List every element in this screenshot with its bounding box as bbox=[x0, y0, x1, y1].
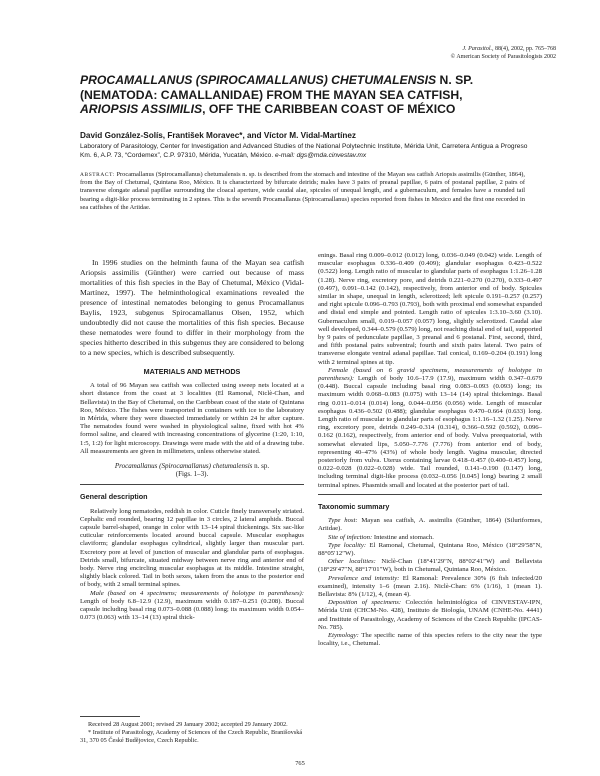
male-label: Male (based on 4 specimens; measurements of holotype in parentheses): bbox=[90, 589, 304, 597]
author-email: e-mail: dgs@mda.cinvestav.mx bbox=[274, 152, 367, 159]
left-column bbox=[80, 258, 304, 622]
species-name: Procamallanus (Spirocamallanus) chetumalensis bbox=[114, 462, 253, 471]
taxonomy-entry bbox=[318, 558, 542, 574]
taxonomy-heading: Taxonomic summary bbox=[318, 501, 390, 511]
male-text-part1: Length of body 6.8–12.9 (12.9), maximum width 0.187–0.251 (0.208). Buccal capsule including basal ring 0.073–0.088 (0.088) long; its maximum width 0.054–0.073 (0.063) with 13–14 (13) spiral thick- bbox=[80, 597, 304, 622]
female-label: Female (based on 6 gravid specimens, measurements of holotype in parentheses): bbox=[318, 366, 542, 383]
taxonomy-entry-label: Site of infection: bbox=[328, 533, 373, 541]
right-column bbox=[318, 252, 542, 648]
page-number: 765 bbox=[295, 760, 305, 767]
journal-copyright: © American Society of Parasitologists 2002 bbox=[450, 53, 556, 60]
title-species: PROCAMALLANUS (SPIROCAMALLANUS) CHETUMALENSIS bbox=[80, 73, 437, 87]
species-heading bbox=[80, 462, 304, 478]
received-note: Received 28 August 2001; revised 29 January 2002; accepted 29 January 2002. bbox=[88, 721, 288, 728]
abstract bbox=[80, 171, 525, 212]
female-paragraph bbox=[318, 367, 542, 490]
taxonomy-entry-label: Type locality: bbox=[328, 541, 367, 549]
section-rule bbox=[80, 484, 304, 485]
title-family: N. SP. (NEMATODA: CAMALLANIDAE) FROM THE MAYAN SEA CATFISH, bbox=[80, 73, 474, 102]
methods-heading: MATERIALS AND METHODS bbox=[143, 367, 241, 376]
taxonomy-entry-label: Prevalence and intensity: bbox=[328, 574, 400, 582]
general-heading: General description bbox=[80, 492, 148, 502]
taxonomy-entry bbox=[318, 517, 542, 533]
affiliation bbox=[80, 142, 540, 160]
taxonomy-entry bbox=[318, 575, 542, 600]
taxonomy-entry-text: El Ramonal, Chetumal, Quintana Roo, México (18°29′58″N, 88°05′12″W). bbox=[318, 541, 542, 557]
species-suffix: n. sp. bbox=[252, 462, 270, 471]
taxonomy-entry-text: The specific name of this species refers to the city near the type locality, i.e., Chetumal. bbox=[318, 631, 542, 648]
taxonomy-entry-label: Type host: bbox=[328, 517, 358, 525]
institute-note: * Institute of Parasitology, Academy of Sciences of the Czech Republic, Branišovská 31, 370 05 České Budějovice, Czech Republic. bbox=[80, 728, 303, 744]
taxonomy-entry-label: Other localities: bbox=[328, 558, 376, 566]
general-paragraph: Relatively long nematodes, reddish in color. Cuticle finely transversely striated. Cephalic end rounded, bearing 12 papillae in 3 circles, 2 lateral amphids. Buccal capsule barrel-shaped, orange in color with 13–14 spiral thickenings. Six sac-like cuticular reinforcements located around buccal capsule. Muscular esophagus claviform; glandular esophagus cylindrical, slightly larger than muscular part. Excretory pore at level of junction of muscular and glandular parts of esophagus. Deirids small, bifurcate, situated midway between nerve ring and anterior end of body. Nerve ring encircling muscular esophagus at its middle. Intestine straight, slightly black colored. Tail in both sexes, taken from the anus to the posterior end of body, with 2 small terminal spines. bbox=[80, 507, 304, 589]
male-paragraph bbox=[80, 590, 304, 623]
species-figs: (Figs. 1–3). bbox=[175, 470, 209, 479]
taxonomy-entry bbox=[318, 599, 542, 632]
taxonomy-list bbox=[318, 517, 542, 648]
footnote-rule bbox=[80, 716, 140, 717]
taxonomy-entry-label: Etymology: bbox=[328, 631, 359, 639]
taxonomy-entry-text: Colección helmintológica of CINVESTAV-IPN, Mérida Unit (CHCM-No. 428), Instituto de Biología, UNAM (CNHE-No. 4441) and Institute of Parasitology, Academy of Sciences of the Czech Republic (IPCAS-No. 785). bbox=[318, 599, 542, 631]
taxonomy-entry-text: Mayan sea catfish, A. assimilis (Günther, 1864) (Siluriformes, Ariidae). bbox=[318, 517, 542, 533]
taxonomy-entry bbox=[318, 542, 542, 558]
female-text: Length of body 10.6–17.9 (17.9), maximum width 0.347–0.679 (0.448). Buccal capsule including basal ring 0.083–0.093 (0.093) long; its maximum width 0.068–0.083 (0.075) with 13–14 (14) spiral thickenings. Basal ring 0.011–0.014 (0.014) long, 0.044–0.056 (0.056) wide. Length of muscular esophagus 0.436–0.502 (0.488); glandular esophagus 0.470–0.664 (0.633) long. Length ratio of muscular to glandular parts of esophagus 1:1.16–1.32 (1.25). Nerve ring, excretory pore, deirids 0.249–0.314 (0.314), 0.366–0.592 (0.592), 0.096–0.162 (0.162), respectively, from anterior end of body. Vulva preequatorial, with somewhat elevated lips, 5.050–7.776 (7.776) from anterior end of body, representing 40–47% (43%) of whole body length. Vagina muscular, directed posteriorly from vulva. Uterus containing larvae 0.418–0.457 (0.400–0.457) long, 0.022–0.028 (0.022–0.028) wide. Tail rounded, 0.141–0.190 (0.147) long, including terminal digit-like process (0.032–0.056 [0.045] long) bearing 2 small terminal spines. Phasmids small and located at the posterior part of tail. bbox=[318, 375, 542, 489]
intro-paragraph: In 1996 studies on the helminth fauna of the Mayan sea catfish Ariopsis assimilis (Günther) were carried out because of mass mortalities of this fish species in the Bay of Chetumal, México (Vidal-Martínez, 1997). The helminthological examinations revealed the presence of intestinal nematodes belonging to genus Procamallanus Baylis, 1923, subgenus Spirocamallanus Olsen, 1952, which undoubtedly did not cause the mortalities of this fish species. Because these nematodes were found to differ in their morphology from the species hitherto described in this subgenus they are considered to belong to a new species, which is described subsequently. bbox=[80, 258, 304, 357]
taxonomy-entry-text: El Ramonal: Prevalence 30% (6 fish infected/20 examined), intensity 1–6 (mean 2.16). Niclè-Chan: 6% (1/16), 1 (mean 1). Bellavista: 8% (1/12), 4, (mean 4). bbox=[318, 574, 542, 598]
authors: David González-Solís, František Moravec*, and Víctor M. Vidal-Martínez bbox=[80, 131, 357, 140]
methods-paragraph: A total of 96 Mayan sea catfish was collected using sweep nets located at a short distance from the coast at 3 localities (El Ramonal, Niclè-Chan, and Bellavista) in the Bay of Chetumal, on the Caribbean coast of the state of Quintana Roo, México. The fishes were transported in containers with ice to the laboratory in Mérida, where they were dissected immediately or within 24 hr after capture. The nematodes found were washed in physiological saline, fixed with hot 4% formol saline, and cleared with increasing concentrations of glycerine (1:20, 1:10, 1:5, 1:2) for light microscopy. Drawings were made with the aid of a drawing tube. All measurements are given in millimeters, unless otherwise stated. bbox=[80, 382, 304, 455]
footnotes bbox=[80, 716, 304, 744]
journal-header bbox=[296, 46, 556, 61]
taxonomy-entry-text: Intestine and stomach. bbox=[372, 533, 434, 541]
taxonomy-entry bbox=[318, 534, 542, 542]
journal-volume: , 88(4), 2002, pp. 765–768 bbox=[492, 46, 556, 52]
abstract-label: ABSTRACT: bbox=[80, 172, 115, 178]
abstract-text: Procamallanus (Spirocamallanus) chetumalensis n. sp. is described from the stomach and intestine of the Mayan sea catfish Ariopsis assimilis (Günther, 1864), from the Bay of Chetumal, Quintana Roo, México. It is characterized by bifurcate deirids; males have 3 pairs of preanal papillae, 6 pairs of postanal papillae, 2 pairs of transverse elongate adanal papillae surrounding the cloacal aperture, wide caudal alae, spicules of unequal length, and a gubernaculum, and females have a rounded tail bearing a digit-like process terminating in 2 spines. This is the seventh Procamallanus (Spirocamallanus) species reported from fishes in Mexico and the first one recorded in sea catfishes of the Ariidae. bbox=[80, 171, 525, 211]
affiliation-text: Laboratory of Parasitology, Center for Investigation and Advanced Studies of the National Polytechnic Institute, Mérida Unit, Carretera Antigua a Progreso Km. 6, A.P. 73, “Cordemex”, C.P. 97310, Mérida, Yucatán, México. bbox=[80, 143, 528, 159]
title-host: ARIOPSIS ASSIMILIS bbox=[80, 102, 203, 116]
title-location: , OFF THE CARIBBEAN COAST OF MÉXICO bbox=[202, 102, 456, 116]
section-rule-2 bbox=[318, 494, 542, 495]
taxonomy-entry bbox=[318, 632, 542, 648]
journal-name: J. Parasitol. bbox=[462, 46, 492, 52]
paper-title bbox=[80, 73, 540, 117]
taxonomy-entry-label: Deposition of specimens: bbox=[328, 599, 402, 607]
taxonomy-entry-text: Niclè-Chan (18°41′29″N, 88°02′41″W) and Bellavista (18°29′47″N, 88°17′01″W), both in Chetumal, Quintana Roo, México. bbox=[318, 558, 542, 574]
male-continued: enings. Basal ring 0.009–0.012 (0.012) long, 0.036–0.049 (0.042) wide. Length of muscular esophagus 0.336–0.409 (0.409); glandular esophagus 0.423–0.522 (0.522) long. Length ratio of muscular to glandular parts of esophagus 1:1.26–1.28 (1.28). Nerve ring, excretory pore, and deirids 0.221–0.270 (0.270), 0.333–0.497 (0.497), 0.091–0.142 (0.142), respectively, from anterior end of body. Spicules similar in shape, unequal in length, sclerotized; left spicule 0.191–0.257 (0.257) and right spicule 0.096–0.793 (0.793), both with proximal end somewhat expanded and distal end simple and pointed. Length ratio of spicules 1:3.10–3.60 (3.10). Gubernaculum small, 0.019–0.057 (0.057) long, slightly sclerotized. Caudal alae well developed, 0.344–0.579 (0.579) long, not reaching distal end of tail, supported by 9 pairs of pedunculate papillae, 3 preanal and 6 postanal. First, second, third, and fifth postanal pairs subventral; fourth and sixth pairs lateral. Two pairs of transverse elongate ventral adanal papillae. Tail conical, 0.169–0.204 (0.191) long with 2 terminal spines at tip. bbox=[318, 252, 542, 366]
